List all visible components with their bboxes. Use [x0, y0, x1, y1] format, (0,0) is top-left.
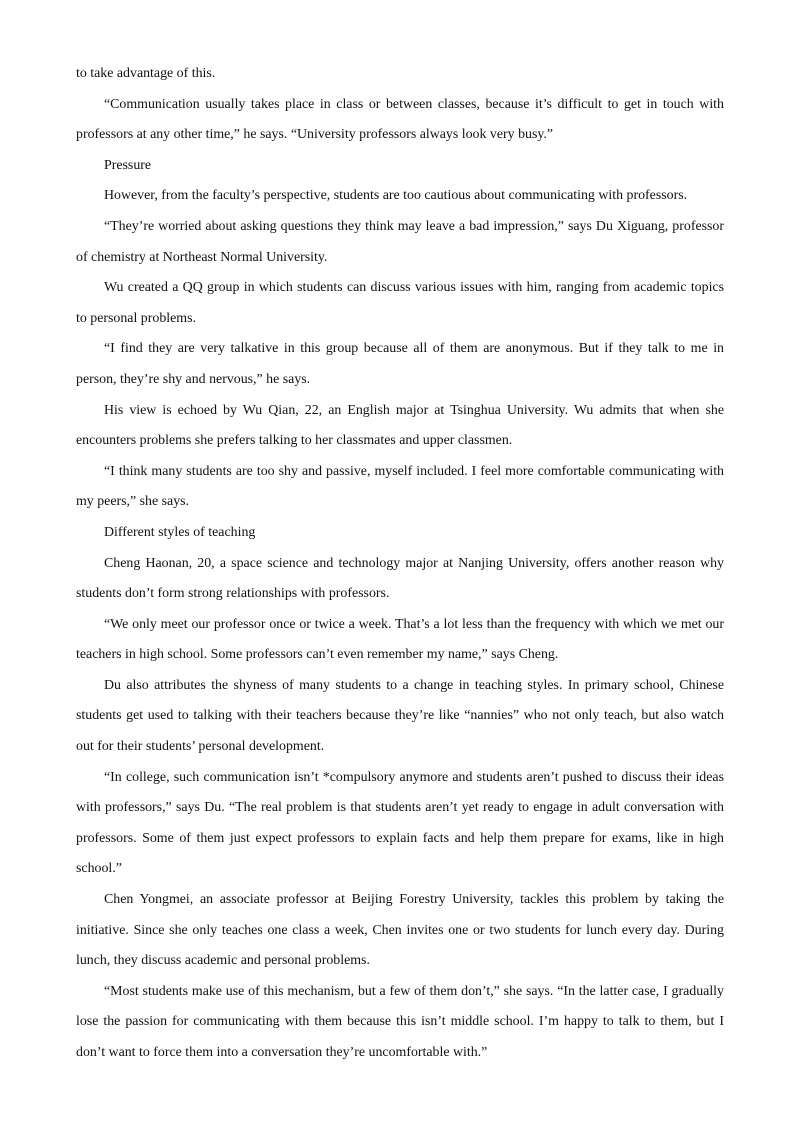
document-page	[76, 59, 724, 1069]
paragraph: However, from the faculty’s perspective, students are too cautious about communicating with professors.	[104, 188, 688, 204]
paragraph: His view is echoed by Wu Qian, 22, an English major at Tsinghua University. Wu admits that when she encounters problems she prefers talking to her classmates and upper classmen.	[76, 402, 724, 449]
paragraph-continuation: to take advantage of this.	[76, 66, 216, 81]
paragraph: Chen Yongmei, an associate professor at Beijing Forestry University, tackles this problem by taking the initiative. Since she only teaches one class a week, Chen invites one or two students for lunch every day. During lunch, they discuss academic and personal problems.	[76, 892, 724, 969]
paragraph: “We only meet our professor once or twice a week. That’s a lot less than the frequency with which we met our teachers in high school. Some professors can’t even remember my name,” says Cheng.	[76, 616, 724, 663]
paragraph: “They’re worried about asking questions they think may leave a bad impression,” says Du Xiguang, professor of chemistry at Northeast Normal University.	[76, 218, 724, 265]
paragraph: “Most students make use of this mechanism, but a few of them don’t,” she says. “In the latter case, I gradually lose the passion for communicating with them because this isn’t middle school. I’m happy to talk to them, but I don’t want to force them into a conversation they’re uncomfortable with.”	[76, 983, 724, 1060]
paragraph: Cheng Haonan, 20, a space science and technology major at Nanjing University, offers another reason why students don’t form strong relationships with professors.	[76, 555, 724, 602]
paragraph: Du also attributes the shyness of many students to a change in teaching styles. In primary school, Chinese students get used to talking with their teachers because they’re like “nannies” who not only teach, but also watch out for their students’ personal development.	[76, 677, 724, 755]
paragraph: “In college, such communication isn’t *compulsory anymore and students aren’t pushed to discuss their ideas with professors,” says Du. “The real problem is that students aren’t yet ready to engage in adult conversation with professors. Some of them just expect professors to explain facts and help them prepare for exams, like in high school.”	[76, 769, 724, 877]
section-heading-pressure: Pressure	[104, 157, 152, 173]
section-heading-teaching-styles: Different styles of teaching	[104, 524, 256, 540]
paragraph: “Communication usually takes place in class or between classes, because it’s difficult to get in touch with professors at any other time,” he says. “University professors always look very busy.”	[76, 96, 724, 143]
paragraph: Wu created a QQ group in which students can discuss various issues with him, ranging from academic topics to personal problems.	[76, 280, 724, 326]
paragraph: “I think many students are too shy and passive, myself included. I feel more comfortable communicating with my peers,” she says.	[76, 463, 724, 510]
paragraph: “I find they are very talkative in this group because all of them are anonymous. But if they talk to me in person, they’re shy and nervous,” he says.	[76, 341, 724, 387]
